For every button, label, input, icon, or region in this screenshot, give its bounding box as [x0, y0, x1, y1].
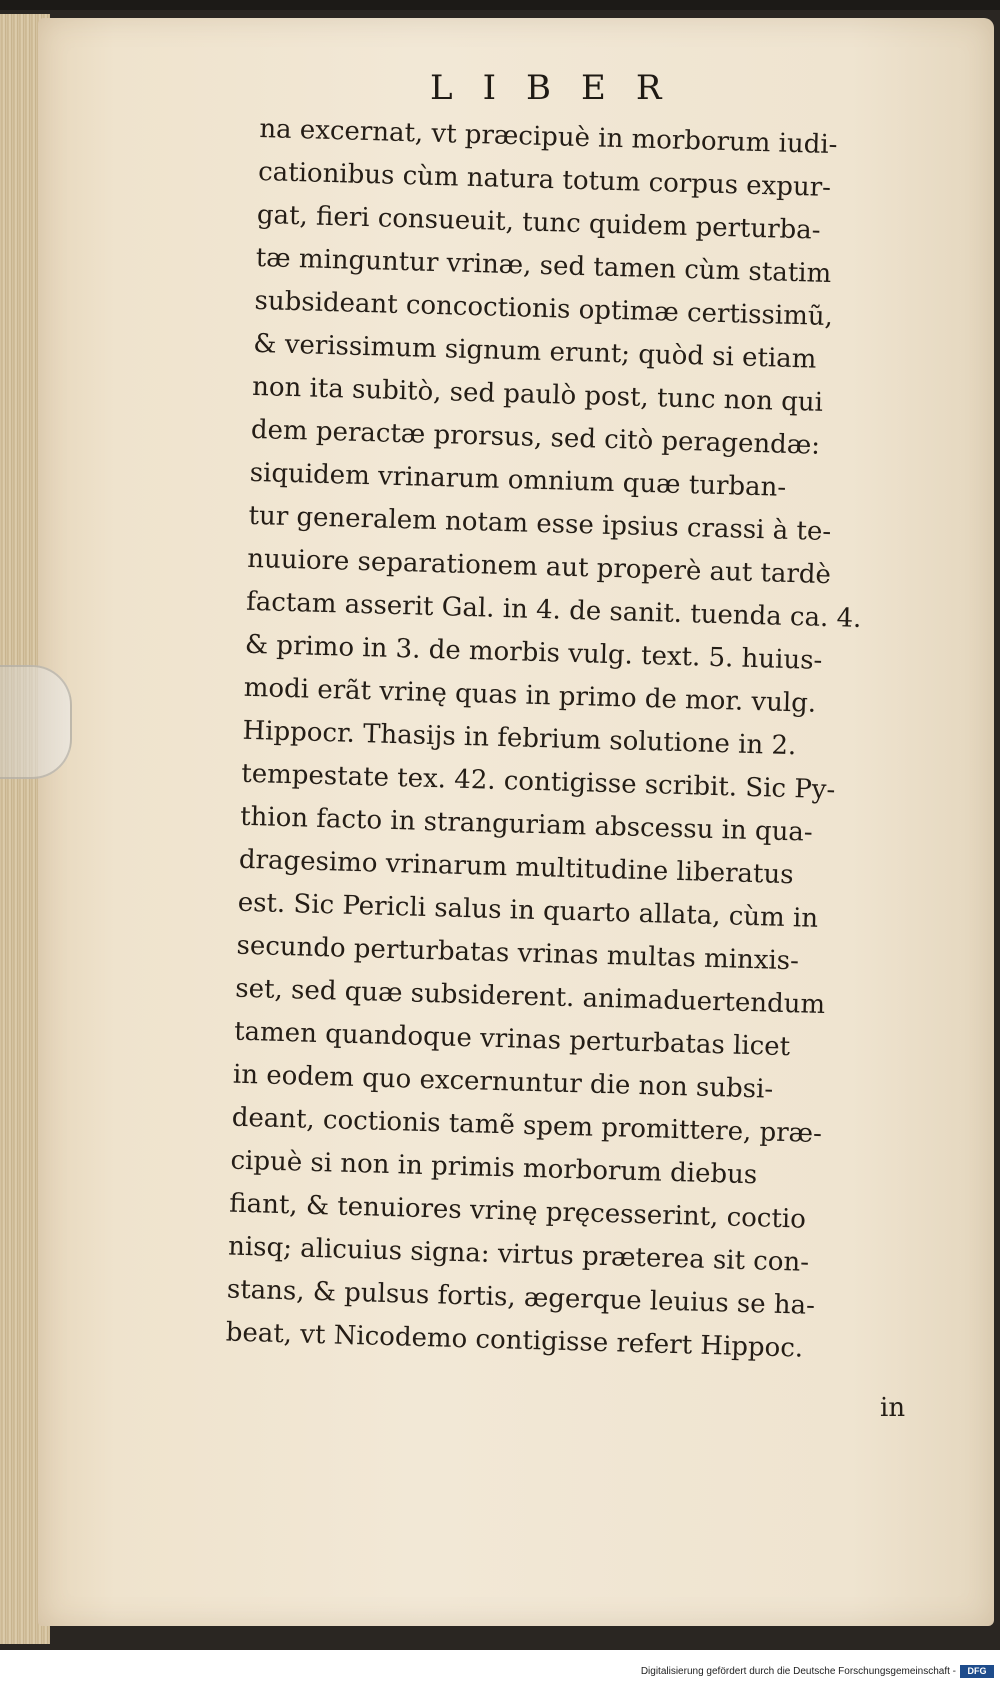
text-line: deant, coctionis tamẽ spem promittere, præ- — [231, 1102, 823, 1150]
text-line: & primo in 3. de morbis vulg. text. 5. huius- — [244, 629, 823, 676]
body-text — [225, 108, 940, 1374]
text-line: tamen quandoque vrinas perturbatas licet — [233, 1016, 791, 1063]
text-line: nisq; alicuius signa: virtus præterea sit con- — [227, 1231, 810, 1278]
text-line: in eodem quo excernuntur die non subsi- — [232, 1059, 774, 1105]
text-line: dragesimo vrinarum multitudine liberatus — [238, 844, 794, 891]
text-line: tur generalem notam esse ipsius crassi à te- — [248, 500, 832, 548]
text-line: dem peractæ prorsus, sed citò peragendæ: — [250, 414, 821, 461]
text-line: est. Sic Pericli salus in quarto allata, cùm in — [237, 887, 819, 934]
text-line: Hippocr. Thasijs in febrium solutione in 2. — [242, 715, 797, 762]
text-line: set, sed quæ subsiderent. animaduertendum — [234, 973, 826, 1021]
text-line: subsideant concoctionis optimæ certissimũ, — [254, 285, 834, 333]
page-clip — [0, 665, 72, 779]
funding-credit: Digitalisierung gefördert durch die Deutsche Forschungsgemeinschaft - — [640, 1666, 956, 1677]
text-line: tempestate tex. 42. contigisse scribit. Sic Py- — [240, 758, 836, 806]
text-line: gat, fieri consueuit, tunc quidem perturba- — [256, 199, 821, 246]
text-line: fiant, & tenuiores vrinę pręcesserint, coctio — [228, 1188, 807, 1235]
running-head: LIBER — [430, 68, 692, 108]
text-line: non ita subitò, sed paulò post, tunc non qui — [251, 371, 824, 418]
text-line: siquidem vrinarum omnium quæ turban- — [249, 457, 787, 503]
text-line: beat, vt Nicodemo contigisse refert Hippoc. — [225, 1317, 804, 1364]
text-line: stans, & pulsus fortis, ægerque leuius se ha- — [226, 1274, 816, 1321]
dfg-logo: DFG — [960, 1665, 994, 1678]
text-line: & verissimum signum erunt; quòd si etiam — [252, 328, 817, 375]
text-line: secundo perturbatas vrinas multas minxis- — [236, 930, 800, 977]
catchword: in — [880, 1393, 906, 1423]
text-line: na excernat, vt præcipuè in morborum iudi- — [258, 113, 838, 161]
text-line: tæ minguntur vrinæ, sed tamen cùm statim — [255, 242, 832, 290]
text-line: nuuiore separationem aut properè aut tardè — [246, 543, 832, 591]
text-line: factam asserit Gal. in 4. de sanit. tuenda ca. 4. — [245, 586, 862, 634]
text-line: cationibus cùm natura totum corpus expur- — [257, 156, 832, 203]
text-line: thion facto in stranguriam abscessu in qua- — [239, 801, 814, 848]
text-line: modi erãt vrinę quas in primo de mor. vulg. — [243, 672, 817, 719]
text-line: cipuè si non in primis morborum diebus — [230, 1145, 758, 1191]
